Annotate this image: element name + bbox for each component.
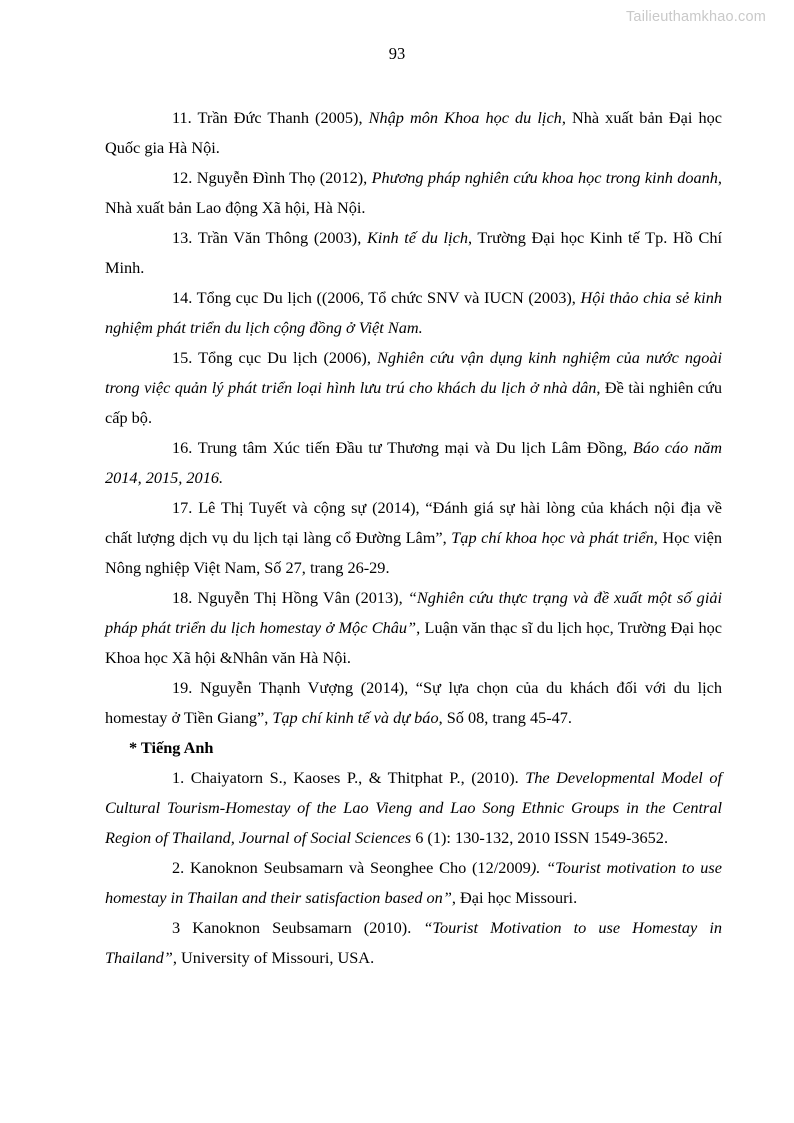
reference-entry xyxy=(105,493,722,583)
title-italic-run: Tạp chí kinh tế và dự báo xyxy=(272,708,439,727)
text-run: 11. Trần Đức Thanh (2005), xyxy=(172,108,369,127)
title-italic-run: The Developmental Model of Cultural Tourism-Homestay of the Lao Vieng and Lao Song Ethnic Groups in the Central Region of Thailand, Journal of Social Sciences xyxy=(105,768,722,847)
text-run: 6 (1): 130-132, 2010 ISSN 1549-3652. xyxy=(411,828,669,847)
title-italic-run: Báo cáo năm 2014, 2015, 2016. xyxy=(105,438,722,487)
text-run: , Luận văn thạc sĩ du lịch học, Trường Đại học Khoa học Xã hội &Nhân văn Hà Nội. xyxy=(105,618,722,667)
reference-entry xyxy=(105,343,722,433)
text-run: 17. Lê Thị Tuyết và cộng sự (2014), “Đánh giá sự hài lòng của khách nội địa về chất lượng dịch vụ du lịch tại làng cổ Đường Lâm”, xyxy=(105,498,722,547)
title-italic-run: Kinh tế du lịch xyxy=(366,228,468,247)
text-run: , University of Missouri, USA. xyxy=(172,948,375,967)
text-run: 13. Trần Văn Thông (2003), xyxy=(172,228,367,247)
text-run: 18. Nguyễn Thị Hồng Vân (2013), xyxy=(172,588,408,607)
text-run: , Học viện Nông nghiệp Việt Nam, Số 27, trang 26-29. xyxy=(105,528,722,577)
reference-entry xyxy=(105,763,722,853)
page-number: 93 xyxy=(388,44,406,63)
title-italic-run: “Tourist Motivation to use Homestay in Thailand” xyxy=(105,918,722,967)
text-run: , Đại học Missouri. xyxy=(451,888,578,907)
title-italic-run: ). “Tourist motivation to use homestay in Thailan and their satisfaction based on” xyxy=(105,858,722,907)
text-run: , Nhà xuất bản Lao động Xã hội, Hà Nội. xyxy=(105,168,722,217)
text-run: 19. Nguyễn Thạnh Vượng (2014), “Sự lựa chọn của du khách đối với du lịch homestay ở Tiền Giang”, xyxy=(105,678,722,727)
reference-entry xyxy=(105,583,722,673)
reference-entry xyxy=(105,853,722,913)
title-italic-run: Phương pháp nghiên cứu khoa học trong kinh doanh xyxy=(371,168,718,187)
text-run: 1. Chaiyatorn S., Kaoses P., & Thitphat P., (2010). xyxy=(172,768,526,787)
reference-entry xyxy=(105,163,722,223)
vietnamese-references-list xyxy=(105,103,722,733)
english-references-list xyxy=(105,763,722,973)
text-run: 2. Kanoknon Seubsamarn và Seonghee Cho (12/2009 xyxy=(172,858,531,877)
text-run: , Trường Đại học Kinh tế Tp. Hồ Chí Minh. xyxy=(105,228,722,277)
bibliography-content xyxy=(105,103,722,973)
reference-entry xyxy=(105,103,722,163)
title-italic-run: “Nghiên cứu thực trạng và đề xuất một số giải pháp phát triển du lịch homestay ở Mộc Châu” xyxy=(105,588,723,637)
text-run: , Số 08, trang 45-47. xyxy=(438,708,572,727)
text-run: 3 Kanoknon Seubsamarn (2010). xyxy=(172,918,424,937)
title-italic-run: Hội thảo chia sẻ kinh nghiệm phát triển du lịch cộng đồng ở Việt Nam. xyxy=(105,288,722,337)
text-run: 12. Nguyễn Đình Thọ (2012), xyxy=(172,168,372,187)
site-watermark: Tailieuthamkhao.com xyxy=(625,9,766,25)
reference-entry xyxy=(105,433,722,493)
reference-entry xyxy=(105,913,722,973)
text-run: 14. Tổng cục Du lịch ((2006, Tổ chức SNV và IUCN (2003), xyxy=(172,288,581,307)
text-run: , Nhà xuất bản Đại học Quốc gia Hà Nội. xyxy=(105,108,722,157)
title-italic-run: Nhập môn Khoa học du lịch xyxy=(368,108,562,127)
title-italic-run: Tạp chí khoa học và phát triển xyxy=(451,528,654,547)
reference-entry xyxy=(105,283,722,343)
text-run: 16. Trung tâm Xúc tiến Đầu tư Thương mại và Du lịch Lâm Đồng, xyxy=(172,438,633,457)
reference-entry xyxy=(105,223,722,283)
text-run: , Đề tài nghiên cứu cấp bộ. xyxy=(105,378,722,427)
text-run: 15. Tổng cục Du lịch (2006), xyxy=(172,348,377,367)
reference-entry xyxy=(105,673,722,733)
section-heading-english: * Tiếng Anh xyxy=(129,738,214,757)
title-italic-run: Nghiên cứu vận dụng kinh nghiệm của nước ngoài trong việc quản lý phát triển loại hình lưu trú cho khách du lịch ở nhà dân xyxy=(105,348,723,397)
